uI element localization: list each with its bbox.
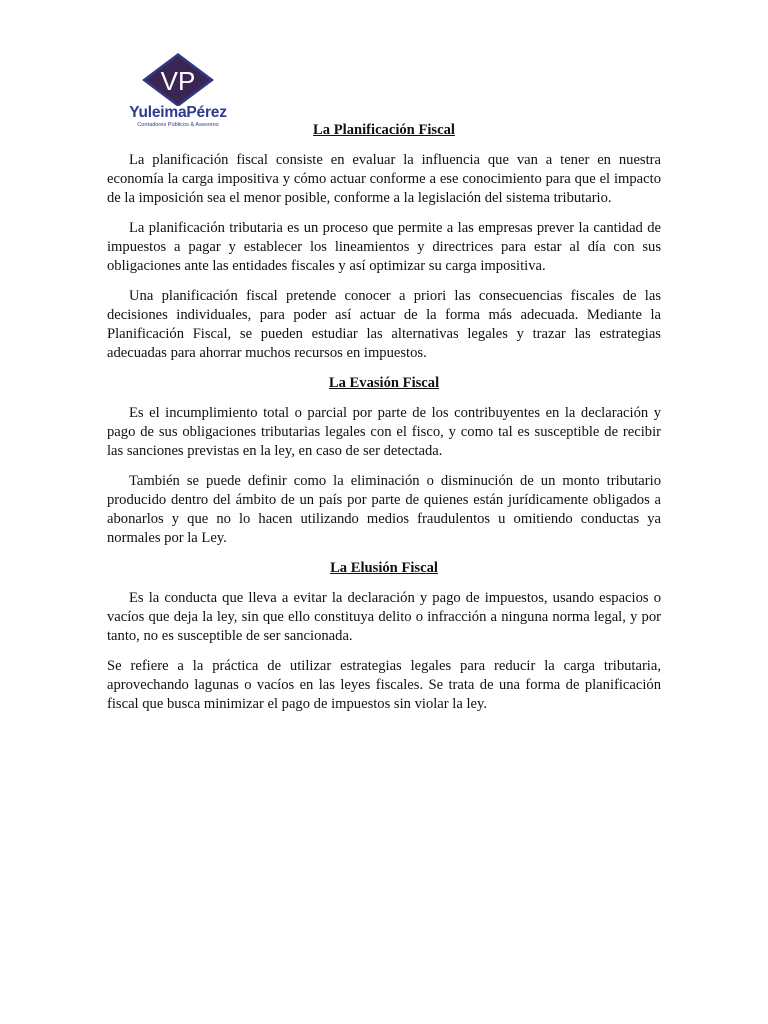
paragraph: Es el incumplimiento total o parcial por parte de los contribuyentes en la declaración y pago de sus obligaciones tributarias legales con el fisco, y como tal es susceptible de recibir las sanciones previstas en la ley, en caso de ser detectada. xyxy=(107,405,661,459)
section-title: La Planificación Fiscal xyxy=(313,122,455,138)
paragraph: La planificación tributaria es un proceso que permite a las empresas prever la cantidad de impuestos a pagar y establecer los lineamientos y directrices para estar al día con sus obligaciones ante las entidades fiscales y así optimizar su carga impositiva. xyxy=(107,220,661,274)
vp-diamond-icon xyxy=(118,50,238,106)
section-planificacion-fiscal xyxy=(107,121,661,363)
logo-company-name: YuleimaPérez xyxy=(129,104,227,121)
section-elusion-fiscal xyxy=(107,559,661,714)
section-title: La Evasión Fiscal xyxy=(328,375,440,391)
company-logo xyxy=(118,50,238,132)
document-body xyxy=(107,121,661,725)
logo-company-subtitle: Contadores Públicos & Asesores xyxy=(137,122,219,128)
section-title: La Elusión Fiscal xyxy=(330,560,438,576)
paragraph: Una planificación fiscal pretende conocer a priori las consecuencias fiscales de las decisiones individuales, para poder así actuar de la forma más adecuada. Mediante la Planificación Fiscal, se pueden estudiar las alternativas legales y trazar las estrategias adecuadas para ahorrar muchos recursos en impuestos. xyxy=(107,288,661,361)
paragraph: Se refiere a la práctica de utilizar estrategias legales para reducir la carga tributaria, aprovechando lagunas o vacíos en las leyes fiscales. Se trata de una forma de planificación fiscal que busca minimizar el pago de impuestos sin violar la ley. xyxy=(107,658,661,712)
paragraph: También se puede definir como la eliminación o disminución de un monto tributario producido dentro del ámbito de un país por parte de quienes están jurídicamente obligados a abonarlos y que no lo hacen utilizando medios fraudulentos u omitiendo conductas ya normales por la Ley. xyxy=(107,473,661,546)
logo-initials: VP xyxy=(160,66,196,96)
paragraph: La planificación fiscal consiste en evaluar la influencia que van a tener en nuestra economía la carga impositiva y cómo actuar conforme a ese conocimiento para que el impacto de la imposición sea el menor posible, conforme a la legislación del sistema tributario. xyxy=(107,152,661,206)
section-evasion-fiscal xyxy=(107,374,661,548)
paragraph: Es la conducta que lleva a evitar la declaración y pago de impuestos, usando espacios o vacíos que deja la ley, sin que ello constituya delito o infracción a ninguna norma legal, y por tanto, no es susceptible de ser sancionada. xyxy=(107,590,661,644)
